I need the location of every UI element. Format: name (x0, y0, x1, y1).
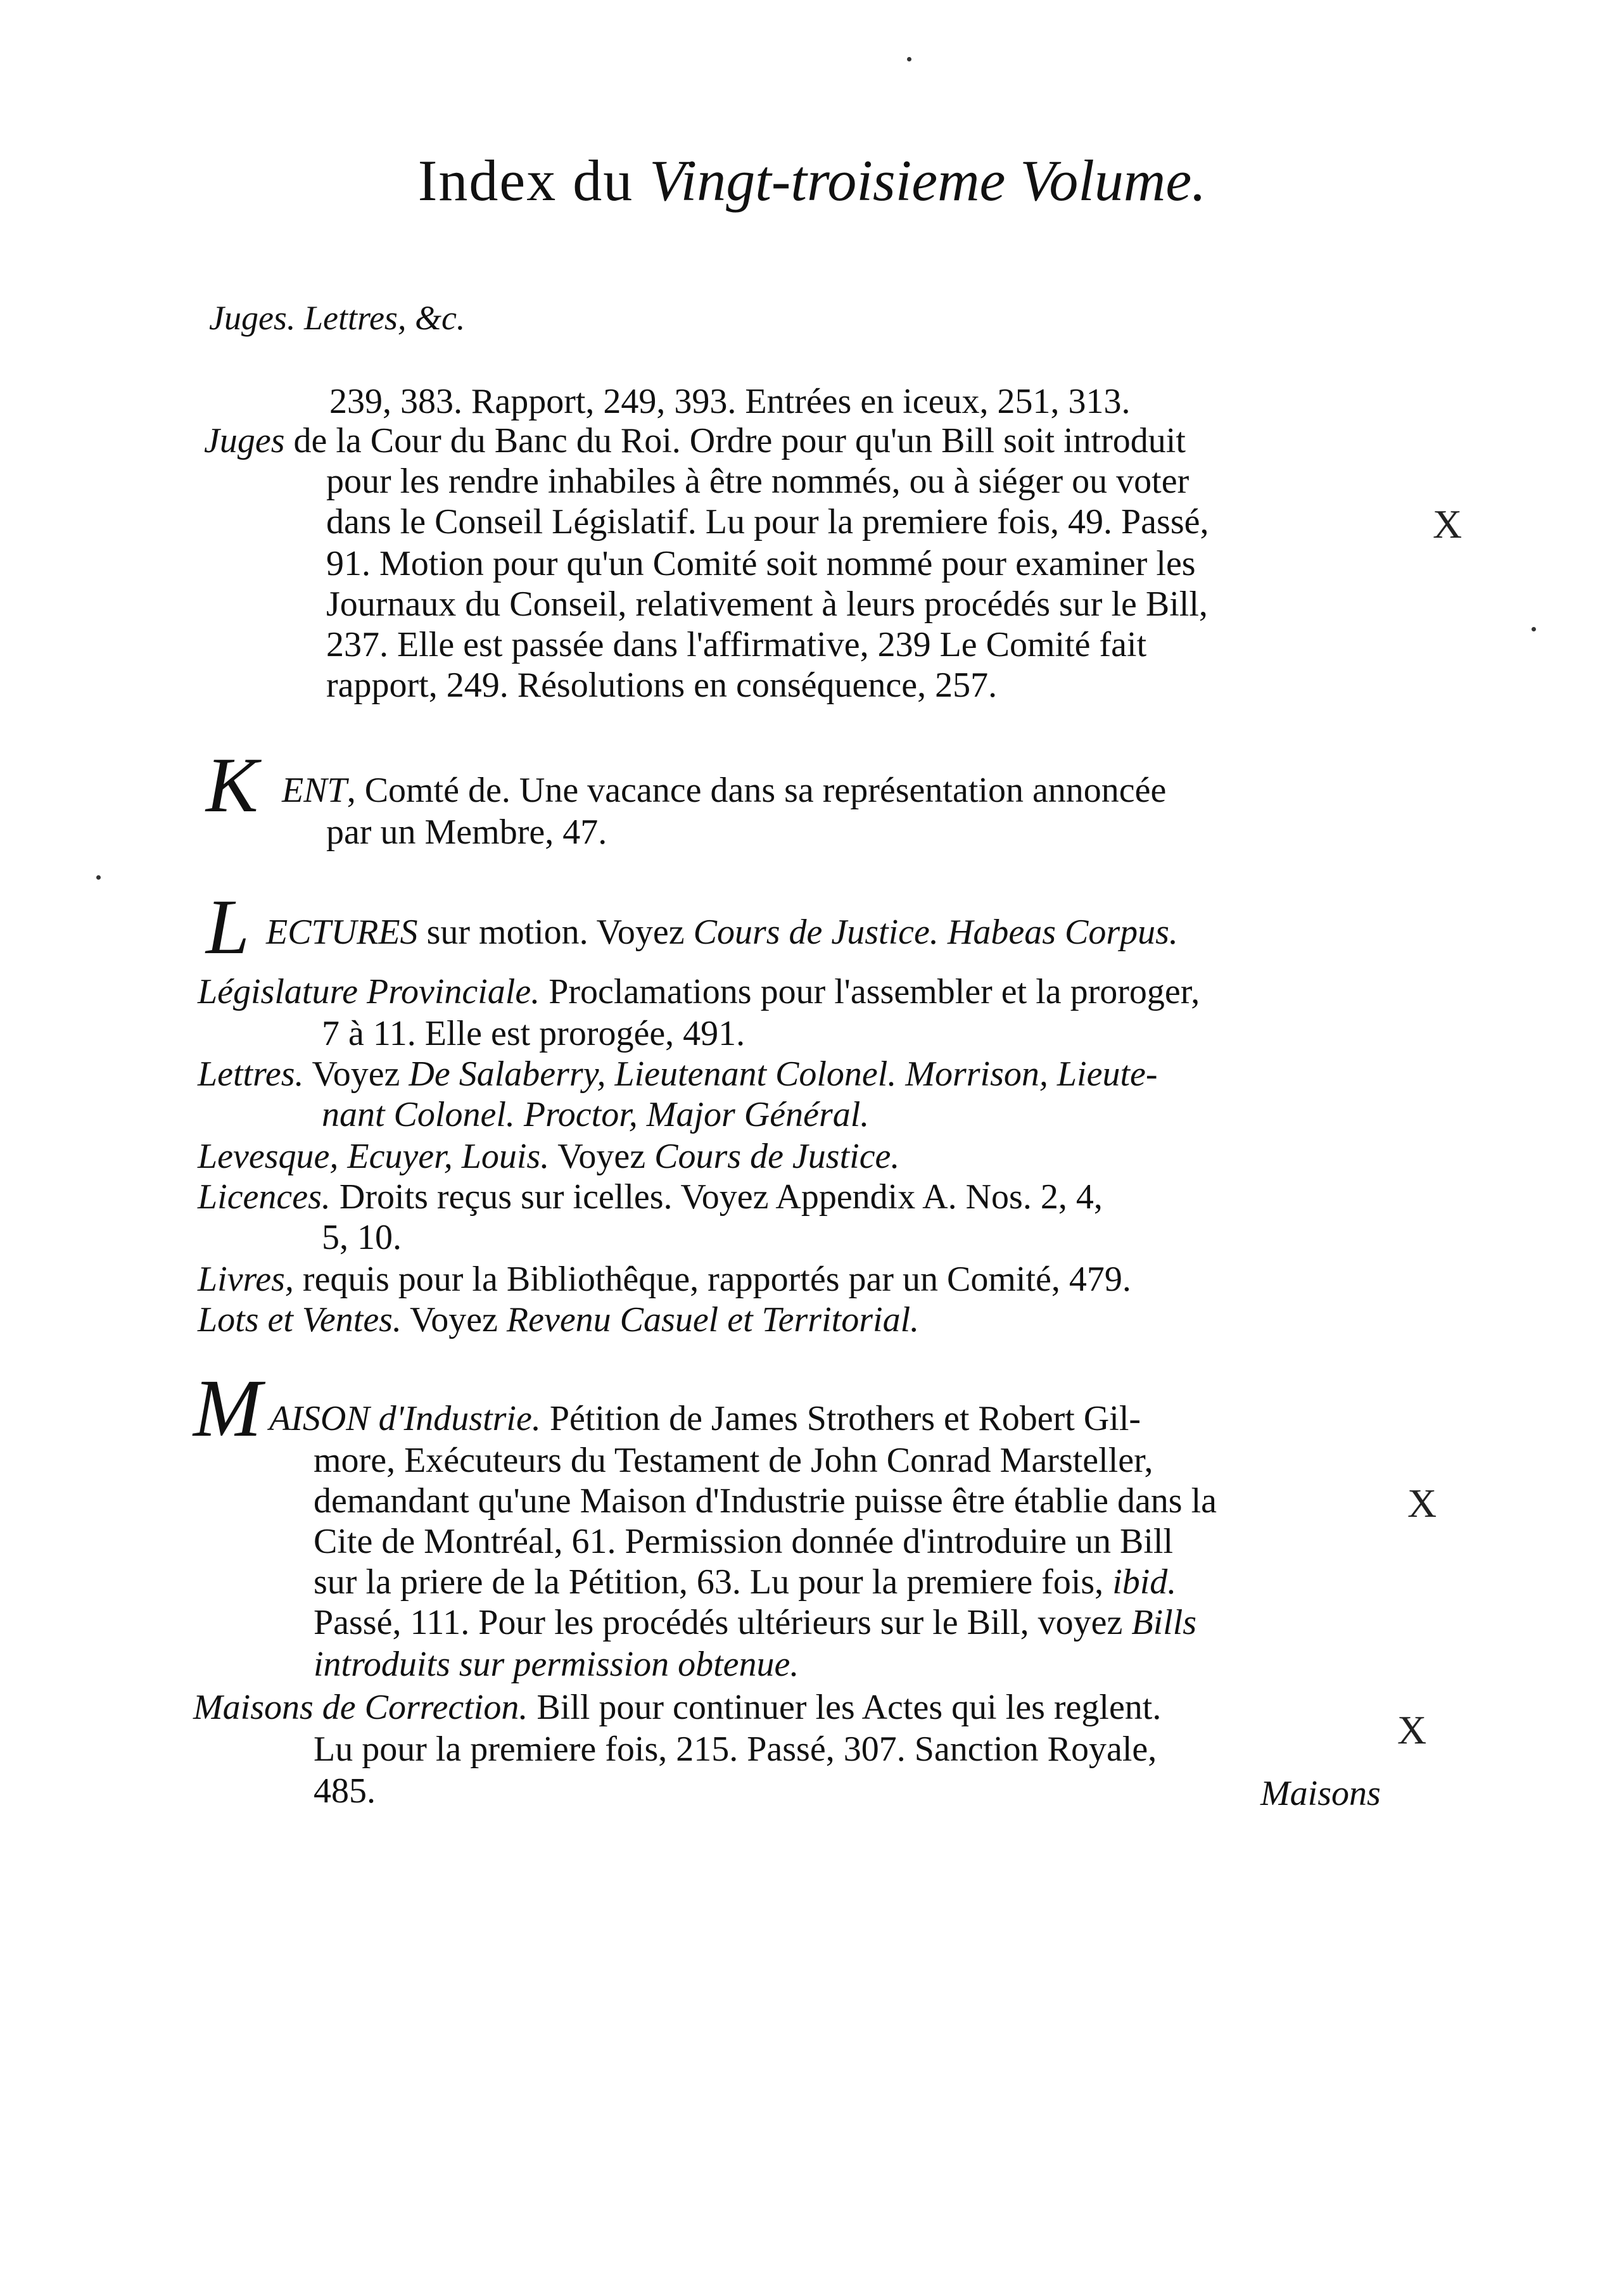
entry-line: Journaux du Conseil, relativement à leurs procédés sur le Bill, (326, 585, 1208, 624)
entry-line: Levesque, Ecuyer, Louis. Voyez Cours de Justice. (198, 1137, 900, 1176)
entry-head-livres: Livres, (198, 1260, 294, 1299)
entry-head-legislature: Législature Provinciale. (198, 972, 540, 1011)
entry-line: Lettres. Voyez De Salaberry, Lieutenant Colonel. Morrison, Lieute- (198, 1054, 1158, 1094)
entry-line: Licences. Droits reçus sur icelles. Voyez Appendix A. Nos. 2, 4, (198, 1177, 1103, 1217)
entry-line: ENT, Comté de. Une vacance dans sa représentation annoncée (282, 771, 1167, 810)
catchword: Maisons (1260, 1774, 1381, 1813)
entry-line: Maisons de Correction. Bill pour continuer les Actes qui les reglent. (193, 1688, 1162, 1727)
ink-speck (1532, 627, 1536, 631)
entry-line: Lots et Ventes. Voyez Revenu Casuel et Territorial. (198, 1300, 920, 1339)
entry-head-lots: Lots et Ventes. (198, 1300, 402, 1339)
entry-head-kent: ENT (282, 771, 347, 810)
entry-head-juges: Juges (204, 421, 285, 460)
margin-mark: X (1433, 502, 1462, 547)
entry-line: Livres, requis pour la Bibliothêque, rapportés par un Comité, 479. (198, 1260, 1131, 1299)
entry-head-lectures: ECTURES (266, 913, 418, 952)
entry-line: AISON d'Industrie. Pétition de James Strothers et Robert Gil- (269, 1399, 1141, 1438)
entry-line: par un Membre, 47. (326, 813, 607, 852)
entry-line: 7 à 11. Elle est prorogée, 491. (322, 1014, 745, 1053)
entry-line: 485. (314, 1771, 376, 1811)
entry-head-licences: Licences. (198, 1177, 331, 1217)
entry-line: pour les rendre inhabiles à être nommés, ou à siéger ou voter (326, 462, 1189, 501)
entry-line: 5, 10. (322, 1218, 402, 1257)
entry-line: rapport, 249. Résolutions en conséquence, 257. (326, 666, 998, 705)
entry-line: nant Colonel. Proctor, Major Général. (322, 1095, 870, 1134)
page-title (0, 146, 1624, 215)
entry-head-maisons-correction: Maisons de Correction. (193, 1688, 528, 1727)
entry-line (204, 421, 1186, 461)
entry-line: dans le Conseil Législatif. Lu pour la premiere fois, 49. Passé, (326, 502, 1209, 541)
entry-line: 239, 383. Rapport, 249, 393. Entrées en iceux, 251, 313. (329, 382, 1131, 421)
entry-line: Passé, 111. Pour les procédés ultérieurs sur le Bill, voyez Bills (314, 1603, 1197, 1642)
entry-line: more, Exécuteurs du Testament de John Conrad Marsteller, (314, 1441, 1153, 1480)
entry-line: introduits sur permission obtenue. (314, 1645, 799, 1684)
entry-head-maison: AISON (269, 1399, 370, 1438)
ink-speck (907, 57, 911, 61)
margin-mark: X (1397, 1707, 1427, 1752)
margin-mark: X (1407, 1481, 1437, 1526)
title-index: Index du (417, 148, 650, 213)
ink-speck (96, 875, 101, 880)
entry-line: Cite de Montréal, 61. Permission donnée d'introduire un Bill (314, 1522, 1174, 1561)
entry-head-levesque: Levesque, Ecuyer, Louis. (198, 1137, 550, 1176)
entry-line: Législature Provinciale. Proclamations pour l'assembler et la proroger, (198, 972, 1200, 1011)
entry-line: Lu pour la premiere fois, 215. Passé, 307. Sanction Royale, (314, 1730, 1157, 1769)
running-head: Juges. Lettres, &c. (209, 299, 466, 337)
entry-line: ECTURES sur motion. Voyez Cours de Justice. Habeas Corpus. (266, 913, 1178, 952)
entry-line: 91. Motion pour qu'un Comité soit nommé pour examiner les (326, 544, 1196, 583)
drop-letter-l: L (206, 883, 250, 970)
entry-line: sur la priere de la Pétition, 63. Lu pour la premiere fois, ibid. (314, 1562, 1177, 1602)
entry-line: 237. Elle est passée dans l'affirmative, 239 Le Comité fait (326, 625, 1147, 664)
drop-letter-m: M (193, 1363, 262, 1454)
entry-line: demandant qu'une Maison d'Industrie puisse être établie dans la (314, 1481, 1217, 1521)
title-volume: Vingt-troisieme Volume. (649, 148, 1207, 213)
entry-head-lettres: Lettres. (198, 1054, 304, 1094)
drop-letter-k: K (206, 742, 258, 828)
entry-text: de la Cour du Banc du Roi. Ordre pour qu'un Bill soit introduit (284, 421, 1186, 460)
